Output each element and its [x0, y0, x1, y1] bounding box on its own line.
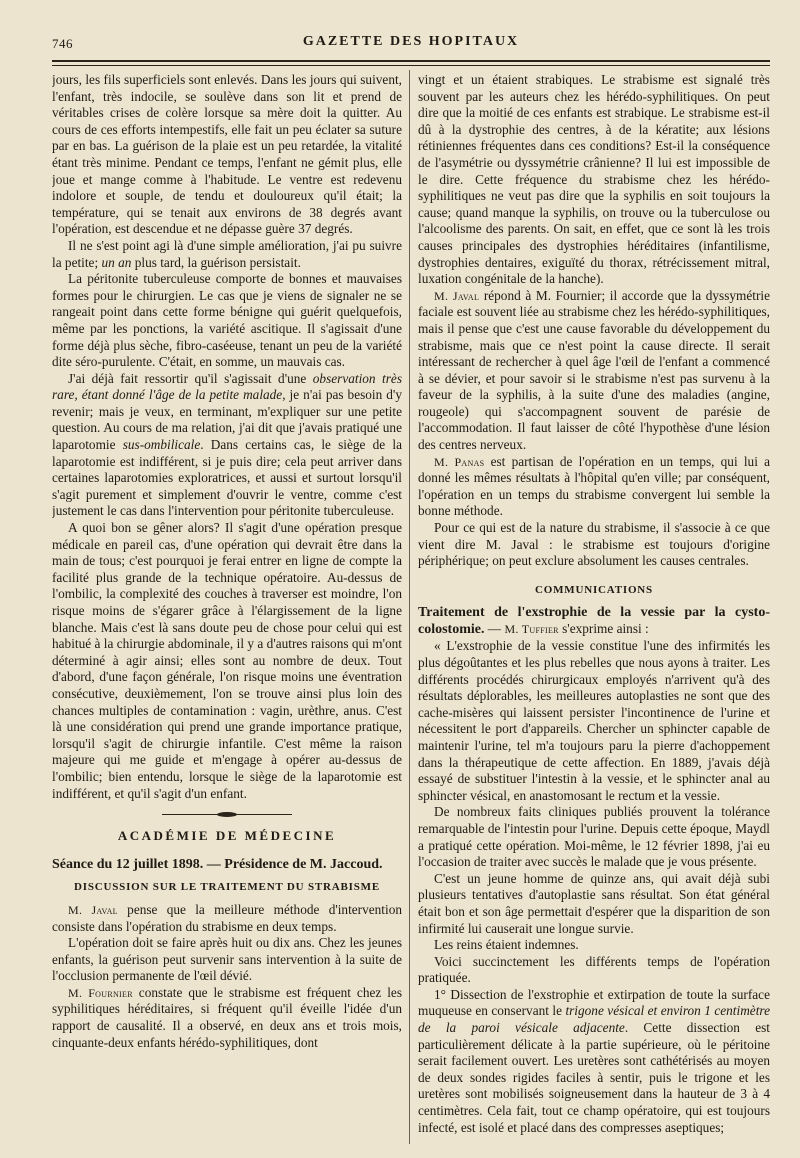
paragraph: Pour ce qui est de la nature du strabisme, il s'associe à ce que vient dire M. Javal : le strabisme est toujours d'origine périphérique; on peut exclure absolument les causes centrales. — [418, 520, 770, 569]
speaker-name: M. Tuffier — [504, 622, 559, 637]
paragraph: M. Javal pense que la meilleure méthode d'intervention consiste dans l'opération du strabisme en deux temps. — [52, 901, 402, 934]
running-title: GAZETTE DES HOPITAUX — [302, 34, 520, 49]
ornament-separator — [162, 814, 292, 816]
session-line: Séance du 12 juillet 1898. — Présidence de M. Jaccoud. — [52, 856, 383, 872]
page-number: 746 — [52, 36, 73, 51]
speaker-name: M. Javal — [434, 288, 480, 303]
paragraph: Voici succinctement les différents temps de l'opération pratiquée. — [418, 953, 770, 986]
paragraph: 1° Dissection de l'exstrophie et extirpation de toute la surface muqueuse en conservant le trigone vésical et environ 1 centimètre de la paroi vésicale adjacente. Cette dissection est particulièrement délicate à la partie supérieure, où le péritoine serait facilement ouvert. Les uretères sont cathétérisés au moyen de deux sondes rigides faciles à sentir, puis le trigone et les uretères sont mobilisés soigneusement dans la hauteur de 3 à 4 centimètres. Cela fait, tout ce champ opératoire, qui est toujours infecté, est isolé et placé dans des compresses aseptiques; — [418, 986, 770, 1135]
speaker-name: M. Javal — [68, 902, 118, 917]
paragraph: C'est un jeune homme de quinze ans, qui avait déjà subi plusieurs tentatives d'autoplastie sans résultat. Son état général était bon et son âge permettait d'espérer que la disparition de son infirmité lui causerait une longue survie. — [418, 870, 770, 936]
paragraph: La péritonite tuberculeuse comporte de bonnes et mauvaises formes pour le chirurgien. Le cas que je viens de signaler ne se rangeait point dans cette forme bénigne qui guérit quelquefois, même par les ponctions, la variété ascitique. Il s'agissait d'une forme déjà plus sèche, fibro-caséeuse, tenant un peu de la variété dite séro-purulente. C'était, en somme, un mauvais cas. — [52, 271, 402, 370]
paragraph: Les reins étaient indemnes. — [434, 937, 579, 953]
right-column — [418, 72, 770, 1144]
discussion-heading: DISCUSSION SUR LE TRAITEMENT DU STRABISME — [74, 881, 380, 894]
paragraph: M. Javal répond à M. Fournier; il accorde que la dyssymétrie faciale est souvent liée au strabisme chez les hérédo-syphilitiques, mais il pense que c'est une cause favorable du développement du strabisme, mais que ce n'est point la cause directe. Il serait intéressant de rechercher à quel âge l'œil de l'enfant a commencé à se dévier, et pour savoir si le strabisme n'est pas survenu à la faveur de la syphilis, à la suite d'une des maladies (angine, rougeole) qui s'accompagnent souvent de parésie de l'accommodation. Il faut laisser de côté l'hypothèse d'une lésion des centres nerveux. — [418, 287, 770, 453]
paragraph: « L'exstrophie de la vessie constitue l'une des infirmités les plus dégoûtantes et les plus rebelles que nous ayons à traiter. Les différents procédés chirurgicaux employés n'arrivent qu'à des résultats déplorables, les meilleures autoplasties ne sont que des cache-misères qui laissent persister l'incontinence de l'urine et nécessitent le port d'appareils. Chercher un sphincter capable de maintenir l'urine, tel m'a toujours paru la pierre d'achoppement dans la thérapeutique de cette affection. En 1889, j'avais déjà essayé de substituer l'intestin à la vessie, et le sphincter anal au sphincter vésical, en anastomosant le rectum et la vessie. — [418, 638, 770, 803]
paragraph: Il ne s'est point agi là d'une simple amélioration, j'ai pu suivre la petite; un an plus tard, la guérison persistait. — [52, 237, 402, 270]
section-heading-academy: ACADÉMIE DE MÉDECINE — [117, 828, 337, 844]
paragraph: L'opération doit se faire après huit ou dix ans. Chez les jeunes enfants, la guérison peut survenir sans intervention à la suite de l'occlusion permanente de l'œil dévié. — [52, 935, 402, 984]
page-header — [52, 30, 770, 56]
paragraph: jours, les fils superficiels sont enlevés. Dans les jours qui suivent, l'enfant, très indocile, se soulève dans son lit et prend de véritables crises de colère lorsque sa mère doit la quitter. Au cours de ces efforts intempestifs, elle fait un peu éclater sa suture par en bas. La guérison de la plaie est un peu retardée, la vitalité étant très minime. Pendant ce temps, l'enfant ne gémit plus, elle joue et mange comme à l'habitude. Le ventre est redevenu indolore et souple, de tendu et douloureux qu'il était; la température, qui se tenait aux environs de 38 degrés avant l'opération, est descendue et ne dépasse guère 37 degrés. — [52, 72, 402, 237]
paragraph: M. Fournier constate que le strabisme est fréquent chez les syphilitiques héréditaires, si fréquent qu'il éveille l'idée d'un rapport de causalité. Il a observé, en deux ans et trois mois, cinquante-deux enfants hérédo-syphilitiques, dont — [52, 984, 402, 1050]
speaker-name: M. Fournier — [68, 985, 133, 1000]
paragraph: vingt et un étaient strabiques. Le strabisme est signalé très souvent par les auteurs chez les hérédo-syphilitiques. On peut dire que la moitié de ces enfants est strabique. Le strabisme est-il dû à la dystrophie des centres, à de la kératite; aux lésions rétiniennes fréquentes dans ces conditions? Est-il la conséquence de l'asymétrie ou dyssymétrie crânienne? Il lui est impossible de le dire. Cette fréquence du strabisme chez les hérédo-syphilitiques ne veut pas dire que la syphilis en soit toujours la cause; quand manque la syphilis, on trouve ou la tuberculose ou l'alcoolisme des parents. On sait, en effet, que ce sont là les trois causes principales des dystrophies héréditaires (infantilisme, dystrophies dentaires, exiguïté du thorax, rétrécissement mitral, luxation congénitale de la hanche). — [418, 72, 770, 287]
paragraph: Traitement de l'exstrophie de la vessie par la cysto-colostomie. — M. Tuffier s'exprime ainsi : — [418, 605, 770, 638]
paragraph: J'ai déjà fait ressortir qu'il s'agissait d'une observation très rare, étant donné l'âge de la petite malade, je n'ai pas besoin d'y revenir; mais je veux, en terminant, m'expliquer sur une petite question. Au cours de ma relation, j'ai dit que j'avais pratiqué une laparotomie sus-ombilicale. Dans certains cas, le siège de la laparotomie est indifférent, si je puis dire; cela peut arriver dans certaines laparotomies exploratrices, et aussi et surtout lorsqu'il s'agit purement et simplement d'ouvrir le ventre, comme c'est justement le cas dans l'intervention pour péritonite tuberculeuse. — [52, 370, 402, 519]
paragraph: A quoi bon se gêner alors? Il s'agit d'une opération presque médicale en pareil cas, d'une opération qui devrait être dans la main de tous; c'est pourquoi je ferai entrer en ligne de compte la facilité plus grande de la technique opératoire. Au-dessus de l'ombilic, la complexité des couches à traverser est moindre, l'on risque moins de s'égarer grâce à l'élargissement de la ligne blanche. Mais c'est là sans doute peu de chose pour celui qui est habitué à la chirurgie abdominale, il y a d'autres raisons qui m'ont déterminé à agir ainsi; elles sont au nombre de deux. Tout d'abord, d'une façon générale, l'on risque moins une éventration consécutive, deuxièmement, l'on se trouve ainsi plus loin des chances multiples de contamination : vagin, urèthre, anus. C'est là une considération qui prend une grande importance pratique, lorsqu'il s'agit de chirurgie infantile. C'est même la raison majeure qui me guide et m'engage à opérer au-dessus de l'ombilic; bien entendu, lorsque le siège de la laparotomie est indifférent, et qu'il s'agit d'un enfant. — [52, 520, 402, 801]
article-title: Traitement de l'exstrophie de la vessie par la cysto-colostomie. — [418, 605, 770, 638]
column-divider — [409, 70, 410, 1144]
paragraph: M. Panas est partisan de l'opération en un temps, qui lui a donné les mêmes résultats à l'hôpital qu'en ville; par conséquent, l'opération en un temps du strabisme convergent lui semble la bonne méthode. — [418, 453, 770, 519]
section-heading-communications: COMMUNICATIONS — [535, 583, 653, 596]
header-rule — [52, 60, 770, 66]
paragraph: De nombreux faits cliniques publiés prouvent la tolérance remarquable de l'intestin pour l'urine. Depuis cette époque, Maydl a pratiqué cette opération. Moi-même, le 12 février 1898, j'ai eu l'occasion de traiter avec succès le malade que je vous présente. — [418, 804, 770, 870]
speaker-name: M. Panas — [434, 454, 485, 469]
left-column — [52, 72, 402, 1144]
